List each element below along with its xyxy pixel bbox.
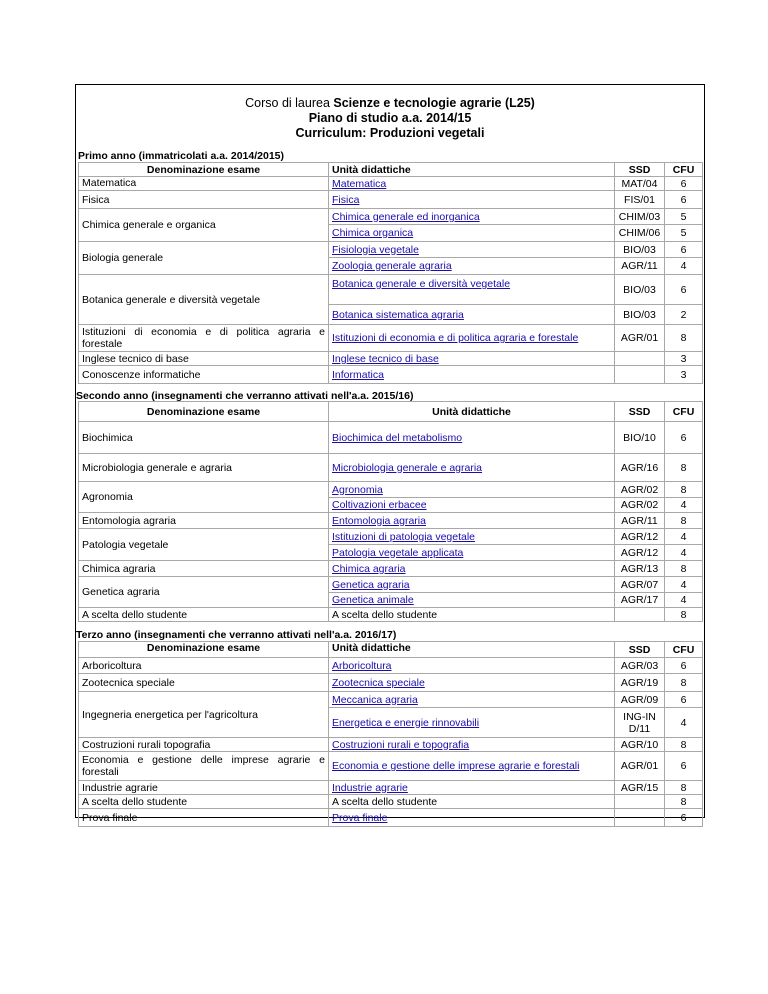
- table-row: [79, 177, 703, 191]
- cfu-cell: 4: [665, 708, 703, 738]
- col-exam: Denominazione esame: [79, 402, 329, 422]
- exam-cell: Ingegneria energetica per l'agricoltura: [79, 692, 329, 738]
- cfu-cell: 6: [665, 692, 703, 708]
- table-row: [79, 752, 703, 781]
- cfu-cell: 6: [665, 809, 703, 827]
- unit-link[interactable]: Costruzioni rurali e topografia: [332, 738, 470, 751]
- unit-cell: A scelta dello studente: [329, 795, 615, 809]
- unit-link[interactable]: Chimica organica: [332, 227, 414, 239]
- ssd-cell: [615, 366, 665, 384]
- cfu-cell: 3: [665, 352, 703, 366]
- col-cfu: CFU: [665, 163, 703, 177]
- unit-link[interactable]: Genetica agraria: [332, 578, 410, 591]
- curriculum-title: Curriculum: Produzioni vegetali: [295, 126, 485, 140]
- cfu-cell: 8: [665, 325, 703, 352]
- cfu-cell: 8: [665, 454, 703, 482]
- table-row: [79, 577, 703, 593]
- ssd-cell: AGR/11: [615, 258, 665, 275]
- exam-cell: Conoscenze informatiche: [79, 366, 329, 384]
- ssd-cell: AGR/16: [615, 454, 665, 482]
- exam-cell: Genetica agraria: [79, 577, 329, 608]
- unit-link[interactable]: Zoologia generale agraria: [332, 260, 452, 272]
- exam-cell: Matematica: [79, 177, 329, 191]
- ssd-cell: AGR/09: [615, 692, 665, 708]
- col-unit: Unità didattiche: [329, 163, 615, 177]
- unit-link[interactable]: Informatica: [332, 368, 384, 381]
- table-row: [79, 781, 703, 795]
- unit-link[interactable]: Meccanica agraria: [332, 693, 418, 706]
- ssd-cell: [615, 608, 665, 622]
- cfu-cell: 8: [665, 482, 703, 498]
- exam-cell: A scelta dello studente: [79, 795, 329, 809]
- table-row: [79, 191, 703, 209]
- cfu-cell: 3: [665, 366, 703, 384]
- ssd-cell: AGR/11: [615, 513, 665, 529]
- exam-cell: Patologia vegetale: [79, 529, 329, 561]
- exam-cell: Prova finale: [79, 809, 329, 827]
- ssd-cell: [615, 352, 665, 366]
- table-row: [79, 738, 703, 752]
- ssd-cell: BIO/03: [615, 242, 665, 258]
- table-row: [79, 513, 703, 529]
- unit-link[interactable]: Prova finale: [332, 811, 388, 824]
- ssd-cell: AGR/13: [615, 561, 665, 577]
- ssd-cell: CHIM/06: [615, 225, 665, 242]
- unit-link[interactable]: Energetica e energie rinnovabili: [332, 716, 480, 729]
- ssd-cell: MAT/04: [615, 177, 665, 191]
- col-ssd: SSD: [615, 163, 665, 177]
- cfu-cell: 4: [665, 258, 703, 275]
- exam-cell: Costruzioni rurali topografia: [79, 738, 329, 752]
- table-row: [79, 561, 703, 577]
- unit-link[interactable]: Fisiologia vegetale: [332, 243, 419, 256]
- cfu-cell: 4: [665, 577, 703, 593]
- cfu-cell: 4: [665, 545, 703, 561]
- course-title: Corso di laurea Scienze e tecnologie agrarie (L25): [245, 96, 535, 110]
- exam-cell: Chimica generale e organica: [79, 209, 329, 242]
- unit-link[interactable]: Zootecnica speciale: [332, 676, 425, 689]
- unit-link[interactable]: Botanica generale e diversità vegetale: [332, 278, 511, 290]
- exam-cell: Zootecnica speciale: [79, 674, 329, 692]
- col-unit: Unità didattiche: [329, 642, 615, 658]
- unit-link[interactable]: Microbiologia generale e agraria: [332, 461, 483, 474]
- exam-cell: Istituzioni di economia e di politica agraria e forestale: [79, 325, 329, 352]
- unit-link[interactable]: Botanica sistematica agraria: [332, 308, 464, 321]
- cfu-cell: 6: [665, 275, 703, 305]
- ssd-cell: ING-IND/11: [615, 708, 665, 738]
- ssd-cell: BIO/03: [615, 275, 665, 305]
- table-row: [79, 795, 703, 809]
- table-header: [79, 163, 703, 177]
- cfu-cell: 8: [665, 781, 703, 795]
- exam-cell: Agronomia: [79, 482, 329, 513]
- ssd-cell: FIS/01: [615, 191, 665, 209]
- table-row: [79, 529, 703, 545]
- cfu-cell: 4: [665, 498, 703, 513]
- exam-cell: Biochimica: [79, 422, 329, 454]
- cfu-cell: 6: [665, 422, 703, 454]
- col-unit: Unità didattiche: [329, 402, 615, 422]
- unit-link[interactable]: Fisica: [332, 193, 360, 206]
- table-row: [79, 692, 703, 708]
- table-header: [79, 642, 703, 658]
- ssd-cell: AGR/17: [615, 593, 665, 608]
- unit-link[interactable]: Genetica animale: [332, 594, 414, 606]
- unit-link[interactable]: Chimica agraria: [332, 562, 406, 575]
- col-ssd: SSD: [615, 642, 665, 658]
- table-row: [79, 674, 703, 692]
- unit-link[interactable]: Chimica generale ed inorganica: [332, 210, 480, 223]
- table-row: [79, 454, 703, 482]
- study-plan-title: Piano di studio a.a. 2014/15: [308, 111, 472, 125]
- unit-link[interactable]: Istituzioni di economia e di politica agraria e forestale: [332, 332, 579, 344]
- year1-table: [78, 162, 703, 384]
- cfu-cell: 8: [665, 674, 703, 692]
- table-row: [79, 422, 703, 454]
- ssd-cell: AGR/07: [615, 577, 665, 593]
- year2-title: Secondo anno (insegnamenti che verranno attivati nell'a.a. 2015/16): [76, 390, 414, 402]
- table-row: [79, 352, 703, 366]
- ssd-cell: AGR/12: [615, 529, 665, 545]
- ssd-cell: AGR/02: [615, 482, 665, 498]
- exam-cell: Entomologia agraria: [79, 513, 329, 529]
- cfu-cell: 4: [665, 529, 703, 545]
- unit-link[interactable]: Patologia vegetale applicata: [332, 546, 464, 559]
- cfu-cell: 6: [665, 177, 703, 191]
- cfu-cell: 6: [665, 752, 703, 781]
- ssd-cell: BIO/10: [615, 422, 665, 454]
- cfu-cell: 8: [665, 738, 703, 752]
- ssd-cell: BIO/03: [615, 305, 665, 325]
- unit-link[interactable]: Industrie agrarie: [332, 781, 408, 794]
- exam-cell: Economia e gestione delle imprese agrarie e forestali: [79, 752, 329, 781]
- col-exam: Denominazione esame: [79, 642, 329, 658]
- col-cfu: CFU: [665, 402, 703, 422]
- unit-link[interactable]: Inglese tecnico di base: [332, 352, 439, 365]
- ssd-cell: AGR/03: [615, 658, 665, 674]
- year1-title: Primo anno (immatricolati a.a. 2014/2015): [78, 150, 285, 162]
- table-row: [79, 658, 703, 674]
- col-cfu: CFU: [665, 642, 703, 658]
- col-exam: Denominazione esame: [79, 163, 329, 177]
- unit-link[interactable]: Matematica: [332, 177, 387, 190]
- unit-link[interactable]: Economia e gestione delle imprese agrarie e forestali: [332, 760, 580, 772]
- table-row: [79, 209, 703, 225]
- col-ssd: SSD: [615, 402, 665, 422]
- unit-link[interactable]: Coltivazioni erbacee: [332, 499, 427, 511]
- year3-table: [78, 641, 703, 827]
- exam-cell: Fisica: [79, 191, 329, 209]
- cfu-cell: 5: [665, 225, 703, 242]
- unit-cell: A scelta dello studente: [329, 608, 615, 622]
- ssd-cell: AGR/01: [615, 325, 665, 352]
- table-row: [79, 809, 703, 827]
- ssd-cell: AGR/19: [615, 674, 665, 692]
- ssd-cell: AGR/12: [615, 545, 665, 561]
- cfu-cell: 6: [665, 242, 703, 258]
- unit-link[interactable]: Biochimica del metabolismo: [332, 431, 463, 444]
- ssd-cell: AGR/15: [615, 781, 665, 795]
- exam-cell: Arboricoltura: [79, 658, 329, 674]
- ssd-cell: CHIM/03: [615, 209, 665, 225]
- table-row: [79, 325, 703, 352]
- unit-link[interactable]: Arboricoltura: [332, 659, 392, 672]
- exam-cell: A scelta dello studente: [79, 608, 329, 622]
- cfu-cell: 8: [665, 608, 703, 622]
- cfu-cell: 8: [665, 795, 703, 809]
- cfu-cell: 8: [665, 513, 703, 529]
- unit-link[interactable]: Istituzioni di patologia vegetale: [332, 530, 476, 543]
- table-row: [79, 608, 703, 622]
- exam-cell: Botanica generale e diversità vegetale: [79, 275, 329, 325]
- table-row: [79, 482, 703, 498]
- cfu-cell: 6: [665, 191, 703, 209]
- exam-cell: Industrie agrarie: [79, 781, 329, 795]
- cfu-cell: 4: [665, 593, 703, 608]
- year2-table: [78, 401, 703, 622]
- table-row: [79, 275, 703, 305]
- exam-cell: Inglese tecnico di base: [79, 352, 329, 366]
- ssd-cell: AGR/01: [615, 752, 665, 781]
- exam-cell: Biologia generale: [79, 242, 329, 275]
- exam-cell: Microbiologia generale e agraria: [79, 454, 329, 482]
- cfu-cell: 6: [665, 658, 703, 674]
- cfu-cell: 8: [665, 561, 703, 577]
- table-row: [79, 366, 703, 384]
- cfu-cell: 2: [665, 305, 703, 325]
- ssd-cell: [615, 809, 665, 827]
- year3-title: Terzo anno (insegnamenti che verranno attivati nell'a.a. 2016/17): [76, 629, 397, 641]
- table-header: [79, 402, 703, 422]
- unit-link[interactable]: Entomologia agraria: [332, 514, 426, 527]
- cfu-cell: 5: [665, 209, 703, 225]
- table-row: [79, 242, 703, 258]
- ssd-cell: AGR/10: [615, 738, 665, 752]
- exam-cell: Chimica agraria: [79, 561, 329, 577]
- ssd-cell: AGR/02: [615, 498, 665, 513]
- ssd-cell: [615, 795, 665, 809]
- unit-link[interactable]: Agronomia: [332, 483, 383, 496]
